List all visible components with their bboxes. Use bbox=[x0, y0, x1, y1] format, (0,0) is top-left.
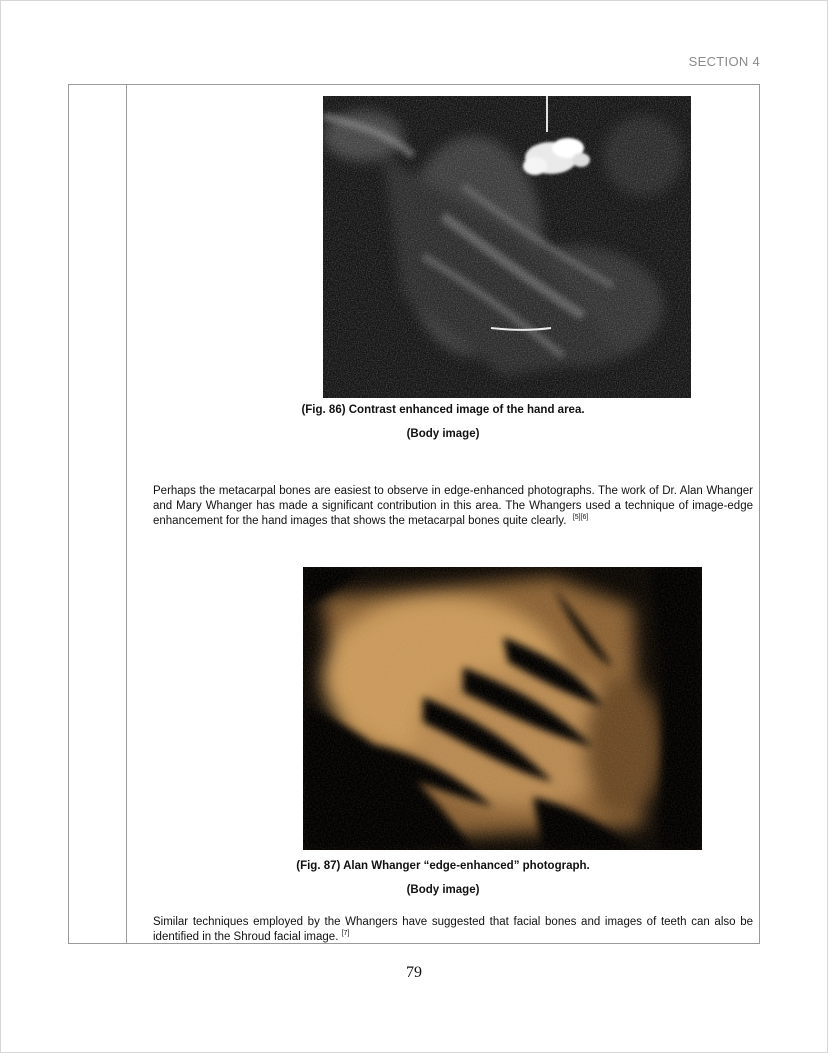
paragraph-2-refs: [7] bbox=[341, 930, 350, 938]
figure-86-subcaption: (Body image) bbox=[406, 428, 480, 440]
figure-87-image bbox=[303, 567, 702, 850]
figure-87-subcaption: (Body image) bbox=[406, 884, 480, 896]
left-margin-column bbox=[69, 85, 127, 943]
body-paragraph-2 bbox=[153, 915, 753, 945]
main-content-column bbox=[127, 85, 759, 943]
paragraph-2-text: Similar techniques employed by the Whangers have suggested that facial bones and images of teeth can also be identified in the Shroud facial image. bbox=[153, 916, 753, 943]
content-table bbox=[68, 84, 760, 944]
figure-86-caption: (Fig. 86) Contrast enhanced image of the hand area. bbox=[301, 404, 585, 416]
paragraph-1-refs: [5][6] bbox=[572, 514, 589, 522]
figure-86-image bbox=[323, 96, 691, 398]
paragraph-1-text: Perhaps the metacarpal bones are easiest to observe in edge-enhanced photographs. The work of Dr. Alan Whanger and Mary Whanger has made a significant contribution in this area. The Whangers used a technique of image-edge enhancement for the hand images that shows the metacarpal bones quite clearly. bbox=[153, 485, 753, 527]
body-paragraph-1 bbox=[153, 484, 753, 529]
section-header: SECTION 4 bbox=[688, 54, 760, 69]
figure-87-caption: (Fig. 87) Alan Whanger “edge-enhanced” photograph. bbox=[296, 860, 590, 872]
page-number: 79 bbox=[406, 964, 422, 981]
